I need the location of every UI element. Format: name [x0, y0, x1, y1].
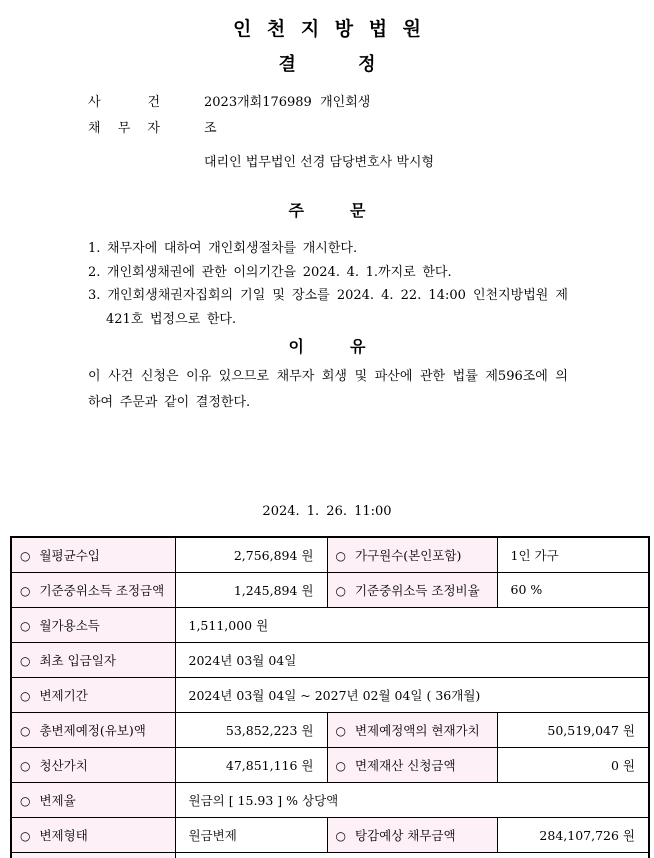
- table-row: [11, 747, 649, 782]
- circle-marker: ○: [20, 583, 31, 598]
- cell-label-text: 탕감예상 채무금액: [354, 827, 456, 843]
- order-item: 3. 개인회생채권자집회의 기일 및 장소를 2024. 4. 22. 14:00 인천지방법원 제421호 법정으로 한다.: [88, 288, 568, 327]
- table-cell-clipped: [175, 852, 649, 858]
- cell-label-text: 변제기간: [39, 687, 88, 703]
- document-type-title: [0, 50, 654, 76]
- cell-label-text: 기준중위소득 조정금액: [39, 582, 165, 598]
- table-cell-label: [11, 642, 175, 677]
- table-cell-value: 원금변제: [175, 817, 327, 852]
- circle-marker: ○: [20, 548, 31, 563]
- circle-marker: ○: [20, 618, 31, 633]
- table-cell-label: [11, 537, 175, 572]
- table-cell-label: [11, 677, 175, 712]
- table-cell-value: 원금의 [ 15.93 ] % 상당액: [175, 782, 649, 817]
- circle-marker: ○: [335, 828, 346, 843]
- table-cell-label: [327, 572, 497, 607]
- case-number-value: 2023개회176989 개인회생: [204, 95, 371, 110]
- circle-marker: ○: [335, 583, 346, 598]
- circle-marker: ○: [20, 758, 31, 773]
- case-number-label: 사 건: [88, 95, 160, 110]
- table-cell-value: 284,107,726 원: [497, 817, 649, 852]
- reason-body: 이 사건 신청은 이유 있으므로 채무자 회생 및 파산에 관한 법률 제596조에 의하여 주문과 같이 결정한다.: [88, 369, 568, 410]
- attorney-line: [204, 151, 434, 170]
- table-cell-label: [11, 817, 175, 852]
- order-item: 1. 채무자에 대하여 개인회생절차를 개시한다.: [88, 241, 358, 256]
- court-title-text: 인 천 지 방 법 원: [233, 18, 421, 40]
- decision-datetime: 2024. 1. 26. 11:00: [262, 504, 392, 519]
- cell-label-text: 최초 입금일자: [39, 652, 116, 668]
- table-row: [11, 712, 649, 747]
- cell-label-text: 변제예정액의 현재가치: [354, 722, 480, 738]
- table-row: [11, 642, 649, 677]
- cell-label-text: 총변제예정(유보)액: [39, 722, 146, 738]
- table-cell-clipped: [11, 852, 175, 858]
- debtor-value: 조: [204, 121, 217, 136]
- circle-marker: ○: [335, 758, 346, 773]
- circle-marker: ○: [20, 723, 31, 738]
- table-cell-value: 0 원: [497, 747, 649, 782]
- table-row: [11, 817, 649, 852]
- court-title: [0, 14, 654, 41]
- table-cell-label: [11, 747, 175, 782]
- order-item: 2. 개인회생채권에 관한 이의기간을 2024. 4. 1.까지로 한다.: [88, 264, 452, 280]
- cell-label-text: 월가용소득: [39, 617, 100, 633]
- table-row: [11, 782, 649, 817]
- table-row: [11, 607, 649, 642]
- case-number-line: [88, 91, 370, 110]
- table-cell-value: 2,756,894 원: [175, 537, 327, 572]
- cell-label-text: 변제형태: [39, 827, 88, 843]
- table-cell-value: 2024년 03월 04일 ~ 2027년 02월 04일 ( 36개월): [175, 677, 649, 712]
- summary-table-body: [11, 537, 649, 858]
- table-cell-label: [327, 712, 497, 747]
- table-row: [11, 677, 649, 712]
- order-list: [88, 237, 568, 331]
- document-type-text: 결 정: [278, 54, 376, 75]
- circle-marker: ○: [20, 688, 31, 703]
- table-cell-label: [327, 537, 497, 572]
- table-cell-value: 47,851,116 원: [175, 747, 327, 782]
- table-cell-label: [11, 572, 175, 607]
- debtor-line: [88, 117, 217, 136]
- table-row: [11, 572, 649, 607]
- cell-label-text: 기준중위소득 조정비율: [354, 582, 480, 598]
- circle-marker: ○: [20, 653, 31, 668]
- table-cell-value: 60 %: [497, 572, 649, 607]
- table-cell-label: [327, 747, 497, 782]
- table-cell-value: 2024년 03월 04일: [175, 642, 649, 677]
- reason-section-heading: [0, 334, 654, 357]
- table-row-partial: [11, 852, 649, 858]
- table-cell-value: 53,852,223 원: [175, 712, 327, 747]
- table-cell-value: 1,511,000 원: [175, 607, 649, 642]
- table-cell-value: 1,245,894 원: [175, 572, 327, 607]
- attorney-text: 대리인 법무법인 선경 담당변호사 박시형: [204, 155, 435, 170]
- table-cell-value: 1인 가구: [497, 537, 649, 572]
- order-heading-text: 주 문: [288, 201, 366, 220]
- circle-marker: ○: [20, 793, 31, 808]
- reason-heading-text: 이 유: [288, 337, 366, 356]
- cell-label-text: 면제재산 신청금액: [354, 757, 456, 773]
- table-row: [11, 537, 649, 572]
- table-cell-label: [327, 817, 497, 852]
- circle-marker: ○: [20, 828, 31, 843]
- cell-label-text: 월평균수입: [39, 547, 100, 563]
- circle-marker: ○: [335, 548, 346, 563]
- table-cell-label: [11, 782, 175, 817]
- table-cell-value: 50,519,047 원: [497, 712, 649, 747]
- repayment-summary-table: [10, 536, 650, 858]
- order-section-heading: [0, 198, 654, 221]
- debtor-label: 채 무 자: [88, 121, 160, 136]
- circle-marker: ○: [335, 723, 346, 738]
- table-cell-label: [11, 712, 175, 747]
- cell-label-text: 변제율: [39, 792, 76, 808]
- table-cell-label: [11, 607, 175, 642]
- cell-label-text: 가구원수(본인포함): [354, 547, 462, 563]
- cell-label-text: 청산가치: [39, 757, 88, 773]
